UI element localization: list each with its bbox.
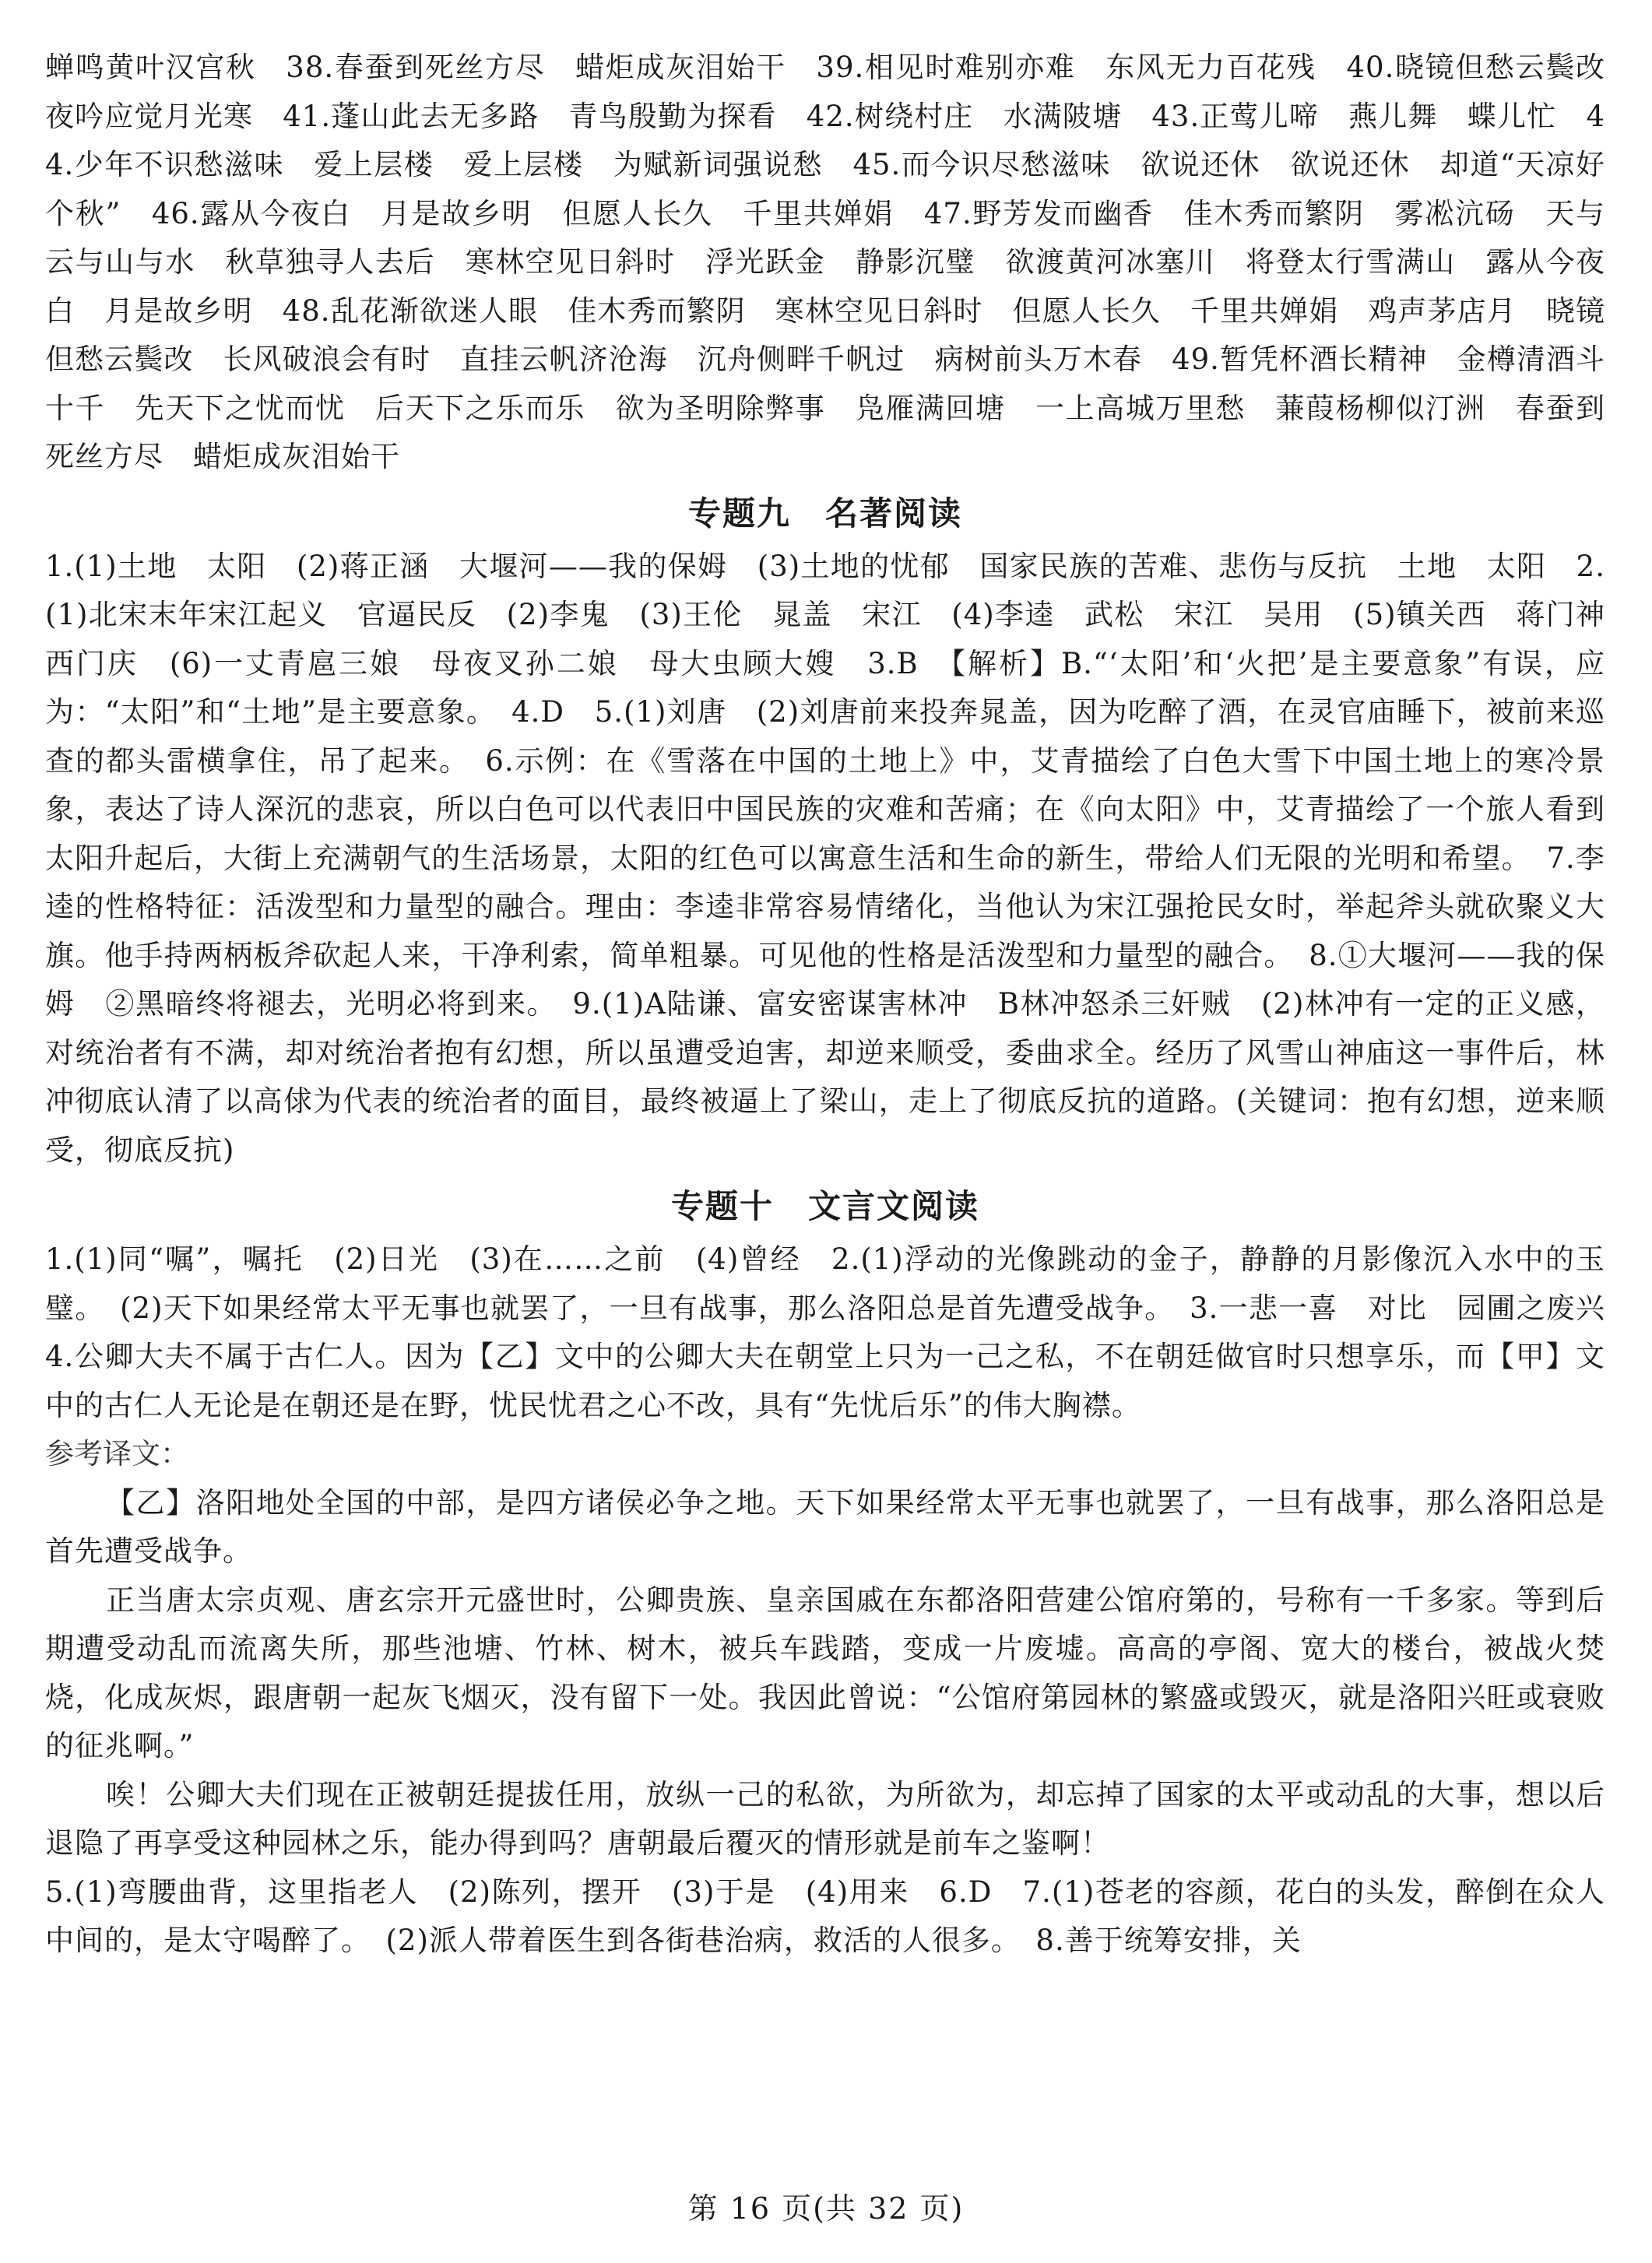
page-number: 第 16 页(共 32 页) <box>687 2191 965 2226</box>
section-10-answers-part-1: 1.(1)同“嘱”，嘱托 (2)日光 (3)在……之前 (4)曾经 2.(1)浮动的光像跳动的金子，静静的月影像沉入水中的玉璧。 (2)天下如果经常太平无事也就罢了，一旦有战事，那么洛阳总是首先遭受战争。 3.一悲一喜 对比 园圃之废兴 4.公卿大夫不属于古仁人。因为【乙】文中的公卿大夫在朝堂上只为一己之私，不在朝廷做官时只想享乐，而【甲】文中的古仁人无论是在朝还是在野，忧民忧君之心不改，具有“先忧后乐”的伟大胸襟。 <box>45 1242 1635 1422</box>
section-10-title: 专题十 文言文阅读 <box>670 1187 979 1225</box>
section-10-answers-part-2: 5.(1)弯腰曲背，这里指老人 (2)陈列，摆开 (3)于是 (4)用来 6.D 7.(1)苍老的容颜，花白的头发，醉倒在众人中间的，是太守喝醉了。 (2)派人带着医生到各街巷治病，救活的人很多。 8.善于统筹安排，关 <box>45 1875 1605 1957</box>
translation-paragraph: 唉！公卿大夫们现在正被朝廷提拔任用，放纵一己的私欲，为所欲为，却忘掉了国家的太平或动乱的大事，想以后退隐了再享受这种园林之乐，能办得到吗？唐朝最后覆灭的情形就是前车之鉴啊！ <box>45 1777 1605 1860</box>
translation-label: 参考译文： <box>45 1437 189 1471</box>
poem-answers: 蝉鸣黄叶汉宫秋 38.春蚕到死丝方尽 蜡炬成灰泪始干 39.相见时难别亦难 东风无力百花残 40.晓镜但愁云鬓改 夜吟应觉月光寒 41.蓬山此去无多路 青鸟殷勤为探看 42.树绕村庄 水满陂塘 43.正莺儿啼 燕儿舞 蝶儿忙 44.少年不识愁滋味 爱上层楼 爱上层楼 为赋新词强说愁 45.而今识尽愁滋味 欲说还休 欲说还休 却道“天凉好个秋” 46.露从今夜白 月是故乡明 但愿人长久 千里共婵娟 47.野芳发而幽香 佳木秀而繁阴 雾凇沆砀 天与云与山与水 秋草独寻人去后 寒林空见日斜时 浮光跃金 静影沉璧 欲渡黄河冰塞川 将登太行雪满山 露从今夜白 月是故乡明 48.乱花渐欲迷人眼 佳木秀而繁阴 寒林空见日斜时 但愿人长久 千里共婵娟 鸡声茅店月 晓镜但愁云鬓改 长风破浪会有时 直挂云帆济沧海 沉舟侧畔千帆过 病树前头万木春 49.暂凭杯酒长精神 金樽清酒斗十千 先天下之忧而忧 后天下之乐而乐 欲为圣明除弊事 凫雁满回塘 一上高城万里愁 蒹葭杨柳似汀洲 春蚕到死丝方尽 蜡炬成灰泪始干 <box>45 51 1635 473</box>
section-9-title: 专题九 名著阅读 <box>687 494 962 532</box>
translation-paragraph: 正当唐太宗贞观、唐玄宗开元盛世时，公卿贵族、皇亲国戚在东都洛阳营建公馆府第的，号称有一千多家。等到后期遭受动乱而流离失所，那些池塘、竹林、树木，被兵车践踏，变成一片废墟。高高的亭阁、宽大的楼台，被战火焚烧，化成灰烬，跟唐朝一起灰飞烟灭，没有留下一处。我因此曾说：“公馆府第园林的繁盛或毁灭，就是洛阳兴旺或衰败的征兆啊。” <box>45 1583 1605 1762</box>
translation-paragraph: 【乙】洛阳地处全国的中部，是四方诸侯必争之地。天下如果经常太平无事也就罢了，一旦有战事，那么洛阳总是首先遭受战争。 <box>45 1485 1605 1568</box>
section-9-answers: 1.(1)土地 太阳 (2)蒋正涵 大堰河——我的保姆 (3)土地的忧郁 国家民族的苦难、悲伤与反抗 土地 太阳 2.(1)北宋末年宋江起义 官逼民反 (2)李鬼 (3)王伦 晁盖 宋江 (4)李逵 武松 宋江 吴用 (5)镇关西 蒋门神 西门庆 (6)一丈青扈三娘 母夜叉孙二娘 母大虫顾大嫂 3.B 【解析】B.“‘太阳’和‘火把’是主要意象”有误，应为：“太阳”和“土地”是主要意象。 4.D 5.(1)刘唐 (2)刘唐前来投奔晁盖，因为吃醉了酒，在灵官庙睡下，被前来巡查的都头雷横拿住，吊了起来。 6.示例：在《雪落在中国的土地上》中，艾青描绘了白色大雪下中国土地上的寒冷景象，表达了诗人深沉的悲哀，所以白色可以代表旧中国民族的灾难和苦痛；在《向太阳》中，艾青描绘了一个旅人看到太阳升起后，大街上充满朝气的生活场景，太阳的红色可以寓意生活和生命的新生，带给人们无限的光明和希望。 7.李逵的性格特征：活泼型和力量型的融合。理由：李逵非常容易情绪化，当他认为宋江强抢民女时，举起斧头就砍聚义大旗。他手持两柄板斧砍起人来，干净利索，简单粗暴。可见他的性格是活泼型和力量型的融合。 8.①大堰河——我的保姆 ②黑暗终将褪去，光明必将到来。 9.(1)A陆谦、富安密谋害林冲 B林冲怒杀三奸贼 (2)林冲有一定的正义感，对统治者有不满，却对统治者抱有幻想，所以虽遭受迫害，却逆来顺受，委曲求全。经历了风雪山神庙这一事件后，林冲彻底认清了以高俅为代表的统治者的面目，最终被逼上了梁山，走上了彻底反抗的道路。(关键词：抱有幻想，逆来顺受，彻底反抗) <box>45 549 1635 1167</box>
